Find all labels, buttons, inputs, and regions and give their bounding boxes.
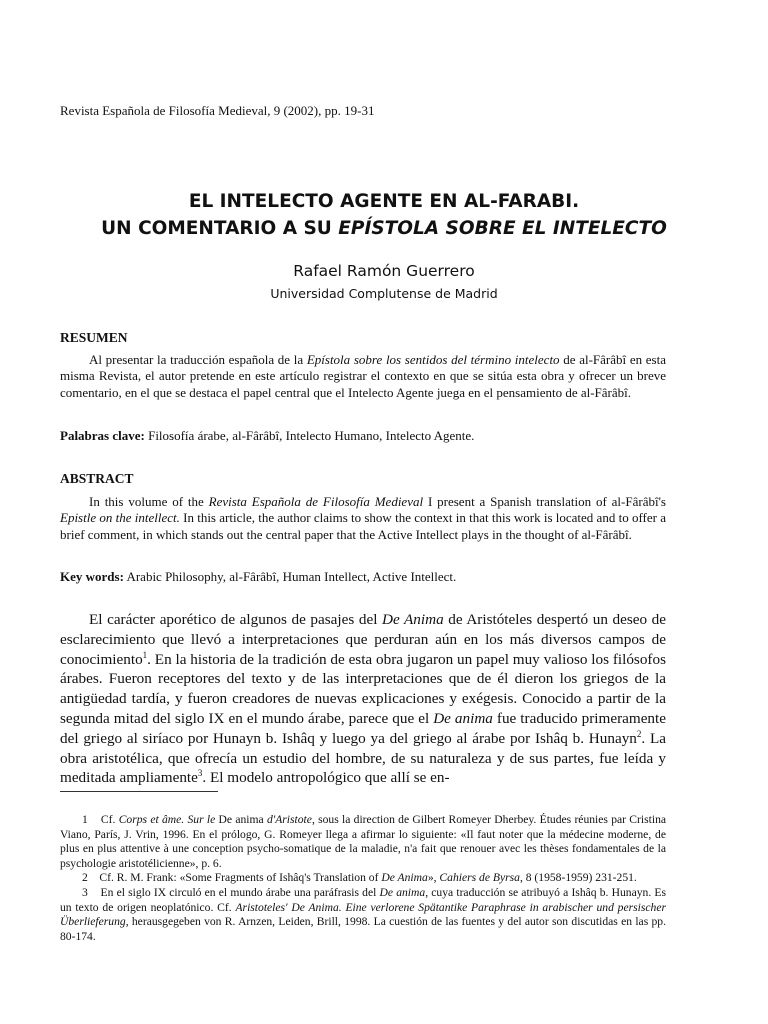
footnote-part: , sous la direction de Gilbert Romeyer Dherbey. Études réunies par Cristina Viano, París, J. Vrin, 1996. En el prólogo, G. Romeyer llega a afirmar lo siguiente: «Il faut noter que la médecine moderne, de plus en plus attentive à une conception psycho-somatique de la maladie, n'a fait que renouer avec les thèses fondamentales de la psychologie aristotélicienne», p. 6. (60, 813, 667, 870)
footnote-ref-1[interactable]: 1 (142, 649, 148, 660)
palabras-clave (60, 428, 666, 444)
body-part: . En la historia de la tradición de esta obra jugaron un papel muy valioso los filósofos árabes. Fueron receptores del texto y de las interpretaciones que de él dieron los griegos de la antigüedad tardía, y fueron creadores de nuevas explicaciones y exégesis. Conocido a partir de la segunda mitad del siglo IX en el mundo árabe, parece que el (60, 650, 666, 727)
abstract-italic-epistle: Epistle on the intellect. (60, 510, 180, 526)
title-italic-work: EPÍSTOLA SOBRE EL INTELECTO (338, 218, 667, 239)
footnote-italic: Cahiers de Byrsa (439, 871, 520, 885)
body-part: fue traducido primeramente del griego al siríaco por Hunayn b. Ishâq y luego ya del griego al árabe por Ishâq b. Hunayn (60, 709, 666, 747)
footnote-part: , cuya traducción se atribuyó a Ishâq b. Hunayn. Es un texto de origen neoplatónico. Cf. (60, 885, 666, 914)
footnote-part: Cf. (100, 813, 119, 826)
body-part: . El modelo antropológico que allí se en- (202, 769, 450, 787)
key-words-label: Key words: (60, 569, 124, 584)
footnote-part: , herausgegeben von R. Arnzen, Leiden, Brill, 1998. La cuestión de las fuentes y del autor son discutidas en las pp. 80-174. (60, 915, 666, 943)
footnote-italic: De anima (379, 885, 426, 899)
footnote-number: 3 (82, 885, 88, 899)
abstract-part: In this volume of the (89, 494, 209, 509)
footnote-italic: Corps et âme. Sur le (118, 813, 216, 826)
key-words (60, 569, 666, 585)
abstract-part: In this article, the author claims to show the context in that this work is located and to offer a brief comment, in which stands out the central paper that the Active Intellect plays in the thought of al-Fârâbî. (60, 510, 666, 542)
footnote-part: De anima (215, 813, 267, 826)
resumen-text (60, 352, 666, 401)
footnotes (60, 813, 666, 944)
footnote-divider (60, 791, 218, 792)
footnote-number: 2 (82, 871, 88, 885)
article-title-line-2 (40, 218, 728, 239)
body-italic: De Anima (382, 611, 444, 628)
footnote-3 (60, 886, 666, 944)
title-prefix: UN COMENTARIO A SU (101, 218, 339, 239)
footnote-italic: Aristoteles' De Anima. Eine verlorene Spätantike Paraphrase in arabischer und persischer Überlieferung (60, 900, 666, 929)
resumen-part: Al presentar la traducción española de la (89, 352, 307, 367)
footnote-part: Cf. R. M. Frank: «Some Fragments of Ishâq's Translation of (99, 871, 382, 885)
footnote-italic: d'Aristote (266, 813, 312, 826)
body-italic: De anima (433, 709, 493, 727)
journal-reference: Revista Española de Filosofía Medieval, 9 (2002), pp. 19-31 (60, 103, 375, 118)
abstract-heading: ABSTRACT (60, 471, 134, 486)
footnote-part: , 8 (1958-1959) 231-251. (519, 871, 637, 885)
footnote-2 (60, 871, 666, 886)
body-paragraph (60, 610, 666, 788)
abstract-part: I present a Spanish translation of al-Fârâbî's (423, 494, 666, 509)
resumen-heading: RESUMEN (60, 330, 128, 345)
body-part: . La obra aristotélica, que ofrecía un estudio del hombre, de su naturaleza y de sus partes, fue leída y meditada ampliamente (60, 729, 666, 787)
footnote-italic: De Anima (381, 871, 428, 885)
footnote-number: 1 (82, 813, 88, 826)
footnote-ref-3[interactable]: 3 (197, 768, 203, 779)
palabras-clave-text: Filosofía árabe, al-Fârâbî, Intelecto Humano, Intelecto Agente. (144, 428, 475, 443)
author-name: Rafael Ramón Guerrero (293, 262, 475, 280)
footnote-1 (60, 813, 666, 871)
footnote-part: En el siglo IX circuló en el mundo árabe una paráfrasis del (100, 885, 380, 899)
resumen-italic-title: Epístola sobre los sentidos del término intelecto (306, 352, 560, 367)
article-title-line-1: EL INTELECTO AGENTE EN AL-FARABI. (188, 191, 580, 212)
footnote-part: », (427, 871, 440, 885)
body-part: El carácter aporético de algunos de pasajes del (89, 611, 382, 628)
footnote-ref-2[interactable]: 2 (636, 728, 642, 739)
resumen-part: de al-Fârâbî en esta misma Revista, el autor pretende en este artículo registrar el contexto en que se sitúa esta obra y ofrecer un breve comentario, en el que se destaca el papel central que el Intelecto Agente juega en el pensamiento de al-Fârâbî. (60, 352, 666, 400)
abstract-text (60, 494, 666, 543)
author-affiliation: Universidad Complutense de Madrid (270, 286, 498, 301)
abstract-italic-journal: Revista Española de Filosofía Medieval (208, 494, 424, 509)
palabras-clave-label: Palabras clave: (60, 428, 145, 443)
key-words-text: Arabic Philosophy, al-Fârâbî, Human Intellect, Active Intellect. (123, 569, 457, 584)
body-part: de Aristóteles despertó un deseo de esclarecimiento que llevó a interpretaciones que perduran aún en los más diversos campos de conocimiento (60, 611, 666, 668)
